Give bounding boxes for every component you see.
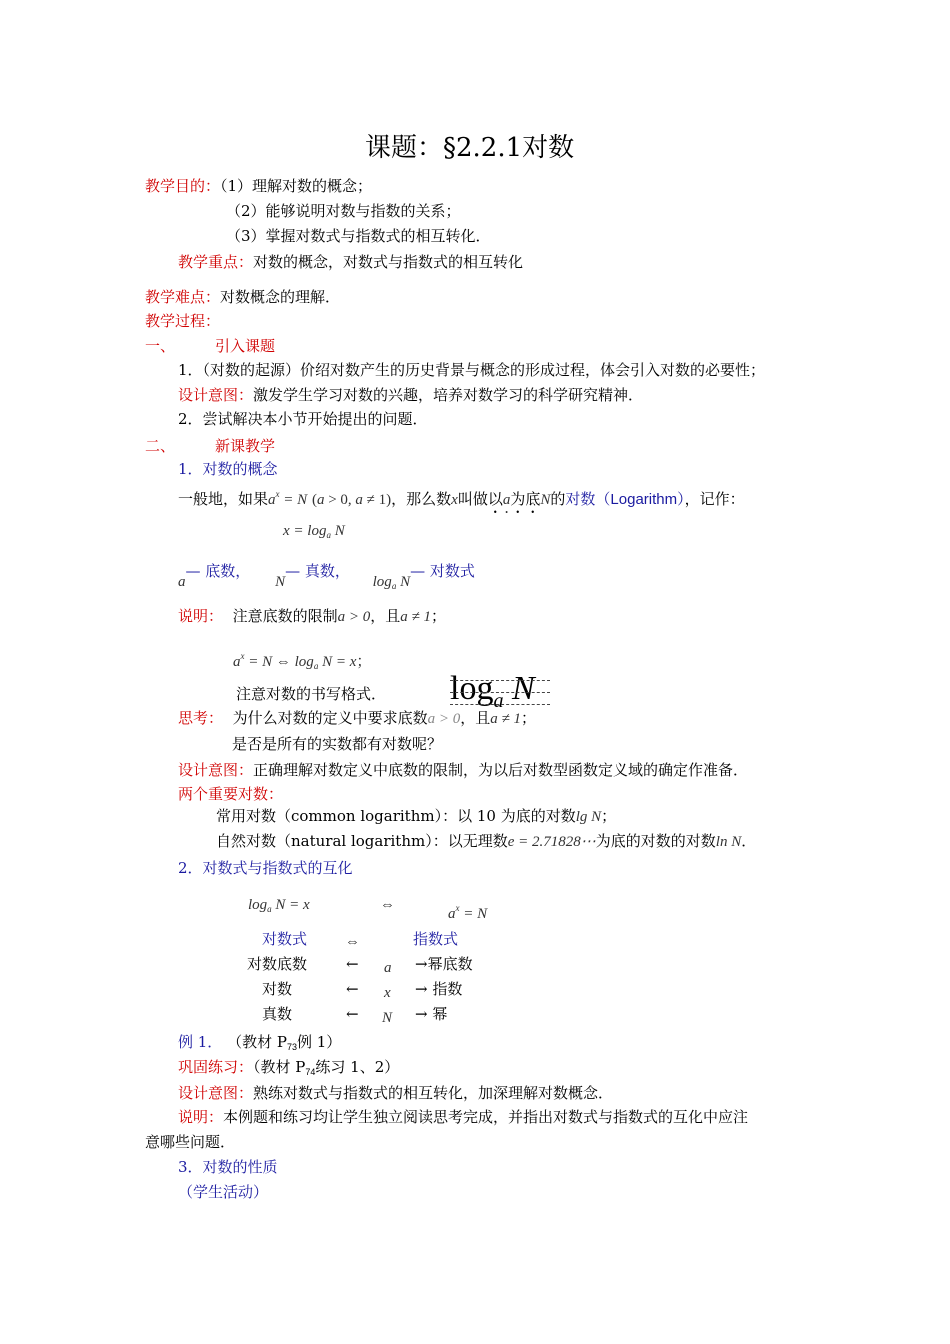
- section-1-heading: [145, 336, 275, 356]
- goal-2: （2）能够说明对数与指数的关系；: [226, 202, 461, 220]
- definition-line: [178, 484, 745, 517]
- term-base: — 底数，: [185, 562, 251, 580]
- column-exp: 指数式: [413, 930, 459, 948]
- row-3-left: 真数: [262, 1005, 293, 1023]
- row-1-symbol: a: [384, 960, 392, 976]
- formula-equivalence: $a^x = N$ ⇔ $\log_a N = x$；: [233, 651, 372, 671]
- var-a: a: [502, 492, 511, 508]
- definition-text-a: 一般地，如果: [178, 490, 269, 508]
- writing-guide-mid: [450, 692, 550, 693]
- subsection-1: 1．对数的概念: [178, 460, 278, 478]
- definition-text-i: ，记作：: [684, 490, 745, 508]
- practice-text: （教材 P: [253, 1058, 306, 1076]
- row-2-right-text: 指数: [432, 980, 463, 998]
- definition-emphasis: [488, 490, 541, 508]
- row-1-right-text: 幂底数: [427, 955, 473, 973]
- note-1: 说明： 注意底数的限制a > 0，且a ≠ 1；: [178, 607, 446, 625]
- note-1-text-a: 注意底数的限制: [232, 607, 338, 625]
- formula-e-value: e = 2.71828⋯: [507, 834, 596, 850]
- think-2: 是否是所有的实数都有对数呢？: [232, 735, 443, 753]
- definition-english: （Logarithm）: [595, 491, 685, 508]
- natural-log-line: 自然对数（natural logarithm）：以无理数e = 2.71828⋯为底的对数的对数ln N．: [216, 832, 757, 850]
- note-3-text-1: 本例题和练习均让学生独立阅读思考完成，并指出对数式与指数式的互化中应注: [223, 1108, 749, 1126]
- row-2-arrow-right: →: [415, 980, 428, 998]
- design-1: [178, 385, 643, 405]
- row-3-arrow-left: ←: [346, 1005, 359, 1023]
- think-1: 思考： 为什么对数的定义中要求底数a > 0，且a ≠ 1；: [178, 709, 536, 727]
- goals-label: 教学目的：: [145, 177, 221, 195]
- common-log-line: 常用对数（common logarithm）：以 10 为底的对数lg N；: [216, 807, 617, 825]
- note-2: 注意对数的书写格式．: [236, 685, 387, 703]
- formula-a-gt-0: a > 0: [337, 609, 371, 625]
- student-activity: （学生活动）: [178, 1183, 269, 1201]
- focus-label: 教学重点：: [178, 253, 254, 271]
- design-3-label: 设计意图：: [178, 1084, 254, 1102]
- term-expr: — 对数式: [410, 562, 475, 580]
- goal-3: （3）掌握对数式与指数式的相互转化．: [226, 227, 491, 245]
- practice-end: 练习 1、2）: [315, 1058, 400, 1076]
- natural-log-text-b: 为底的对数的对数: [595, 832, 716, 850]
- practice-label: 巩固练习：: [178, 1058, 254, 1076]
- subsection-3: 3．对数的性质: [178, 1158, 278, 1176]
- design-3: [178, 1083, 613, 1103]
- design-2-label: 设计意图：: [178, 761, 254, 779]
- row-1-left: 对数底数: [247, 955, 308, 973]
- think-label: 思考：: [178, 709, 224, 727]
- definition-text-b: ，那么数: [391, 490, 452, 508]
- note-label: 说明：: [178, 607, 224, 625]
- section-1-number: 一、: [145, 337, 176, 355]
- example-1-end: 例 1）: [296, 1033, 342, 1051]
- term-log-symbol: $\log_a N$: [372, 574, 411, 591]
- row-2-symbol: x: [384, 985, 391, 1001]
- difficulty-label: 教学难点：: [145, 288, 221, 306]
- var-x: x: [451, 492, 458, 508]
- note-1-text-b: ，且: [370, 607, 401, 625]
- example-1-page: 73: [286, 1042, 297, 1052]
- row-3-right-text: 幂: [432, 1005, 448, 1023]
- common-log-text: 常用对数（common logarithm）：以 10 为底的对数: [216, 807, 576, 825]
- design-label: 设计意图：: [178, 386, 254, 404]
- think-a-ne-1: a ≠ 1: [490, 711, 521, 727]
- row-1-arrow-right: →: [415, 955, 428, 973]
- design-2-text: 正确理解对数定义中底数的限制，为以后对数型函数定义域的确定作准备．: [253, 761, 749, 779]
- think-1-text: 为什么对数的定义中要求底数: [232, 709, 428, 727]
- practice-page: 74: [305, 1067, 316, 1077]
- focus-line: [178, 252, 523, 272]
- design-3-text: 熟练对数式与指数式的相互转化，加深理解对数概念．: [253, 1084, 614, 1102]
- var-n: N: [540, 492, 551, 508]
- definition-text-d: 以: [487, 490, 503, 508]
- formula-condition: (a > 0, a ≠ 1): [311, 492, 392, 508]
- formula-log-eq-x: $\log_a N = x$: [248, 897, 310, 914]
- section-1-title: 引入课题: [215, 337, 276, 355]
- formula-ax-eq-n: $a^x = N$: [268, 489, 308, 508]
- item-1: 1．（对数的起源）价绍对数产生的历史背景与概念的形成过程，体会引入对数的必要性；: [178, 361, 766, 379]
- formula-lg-n: lg N: [575, 809, 602, 825]
- term-n-symbol: N: [275, 574, 286, 590]
- row-3-right: [415, 1004, 447, 1024]
- subsection-2: 2．对数式与指数式的互化: [178, 859, 353, 877]
- terms-line: [178, 561, 475, 591]
- row-2-arrow-left: ←: [346, 980, 359, 998]
- focus-text: 对数的概念，对数式与指数式的相互转化: [253, 253, 524, 271]
- note-3-line-1: [178, 1107, 748, 1127]
- definition-text-c: 叫做: [457, 490, 488, 508]
- goals-line1: [145, 176, 372, 196]
- note-3-label: 说明：: [178, 1108, 224, 1126]
- note-3-line-2: 意哪些问题．: [145, 1133, 236, 1151]
- term-a-symbol: a: [178, 574, 186, 590]
- formula-ln-n: ln N: [715, 834, 742, 850]
- term-true: — 真数，: [285, 562, 350, 580]
- row-2-left: 对数: [262, 980, 293, 998]
- think-a-gt-0: a > 0: [427, 711, 461, 727]
- example-1-label: 例 1．: [178, 1033, 223, 1051]
- design-1-text: 激发学生学习对数的兴趣，培养对数学习的科学研究精神．: [253, 386, 644, 404]
- page-title: 课题：§2.2.1对数: [365, 133, 575, 163]
- difficulty-text: 对数概念的理解．: [220, 288, 341, 306]
- section-2-heading: [145, 436, 275, 456]
- goal-1: （1）理解对数的概念；: [220, 177, 373, 195]
- definition-term: 对数: [565, 490, 596, 508]
- writing-guide-top: [450, 680, 550, 681]
- row-1-right: [415, 954, 473, 974]
- two-logs-label: 两个重要对数：: [178, 785, 284, 803]
- section-2-title: 新课教学: [215, 437, 276, 455]
- difficulty-line: [145, 287, 340, 307]
- formula-x-eq-log: $x = \log_a N$: [283, 523, 345, 540]
- definition-text-f: 的: [550, 490, 566, 508]
- example-1: [178, 1032, 341, 1057]
- row-2-right: [415, 979, 462, 999]
- big-log-formula: $\log_a N$: [450, 670, 535, 712]
- think-1-text-b: ，且: [460, 709, 491, 727]
- definition-text-e: 为底: [510, 490, 541, 508]
- formula-a-ne-1: a ≠ 1: [400, 609, 431, 625]
- column-log: 对数式: [262, 930, 308, 948]
- row-1-arrow-left: ←: [346, 955, 359, 973]
- row-3-arrow-right: →: [415, 1005, 428, 1023]
- process-label: 教学过程：: [145, 312, 221, 330]
- design-2: [178, 760, 748, 780]
- example-1-text: （教材 P: [227, 1033, 287, 1051]
- item-2: 2．尝试解决本小节开始提出的问题．: [178, 410, 428, 428]
- writing-guide-bottom: [450, 704, 550, 705]
- natural-log-text-a: 自然对数（natural logarithm）：以无理数: [216, 832, 508, 850]
- iff-symbol: ⇔: [380, 897, 395, 913]
- formula-ax-eq-n-2: $a^x = N$: [448, 903, 488, 922]
- row-3-symbol: N: [382, 1010, 393, 1026]
- practice: [178, 1057, 399, 1082]
- section-2-number: 二、: [145, 437, 176, 455]
- iff-symbol-2: ⇔: [345, 934, 360, 950]
